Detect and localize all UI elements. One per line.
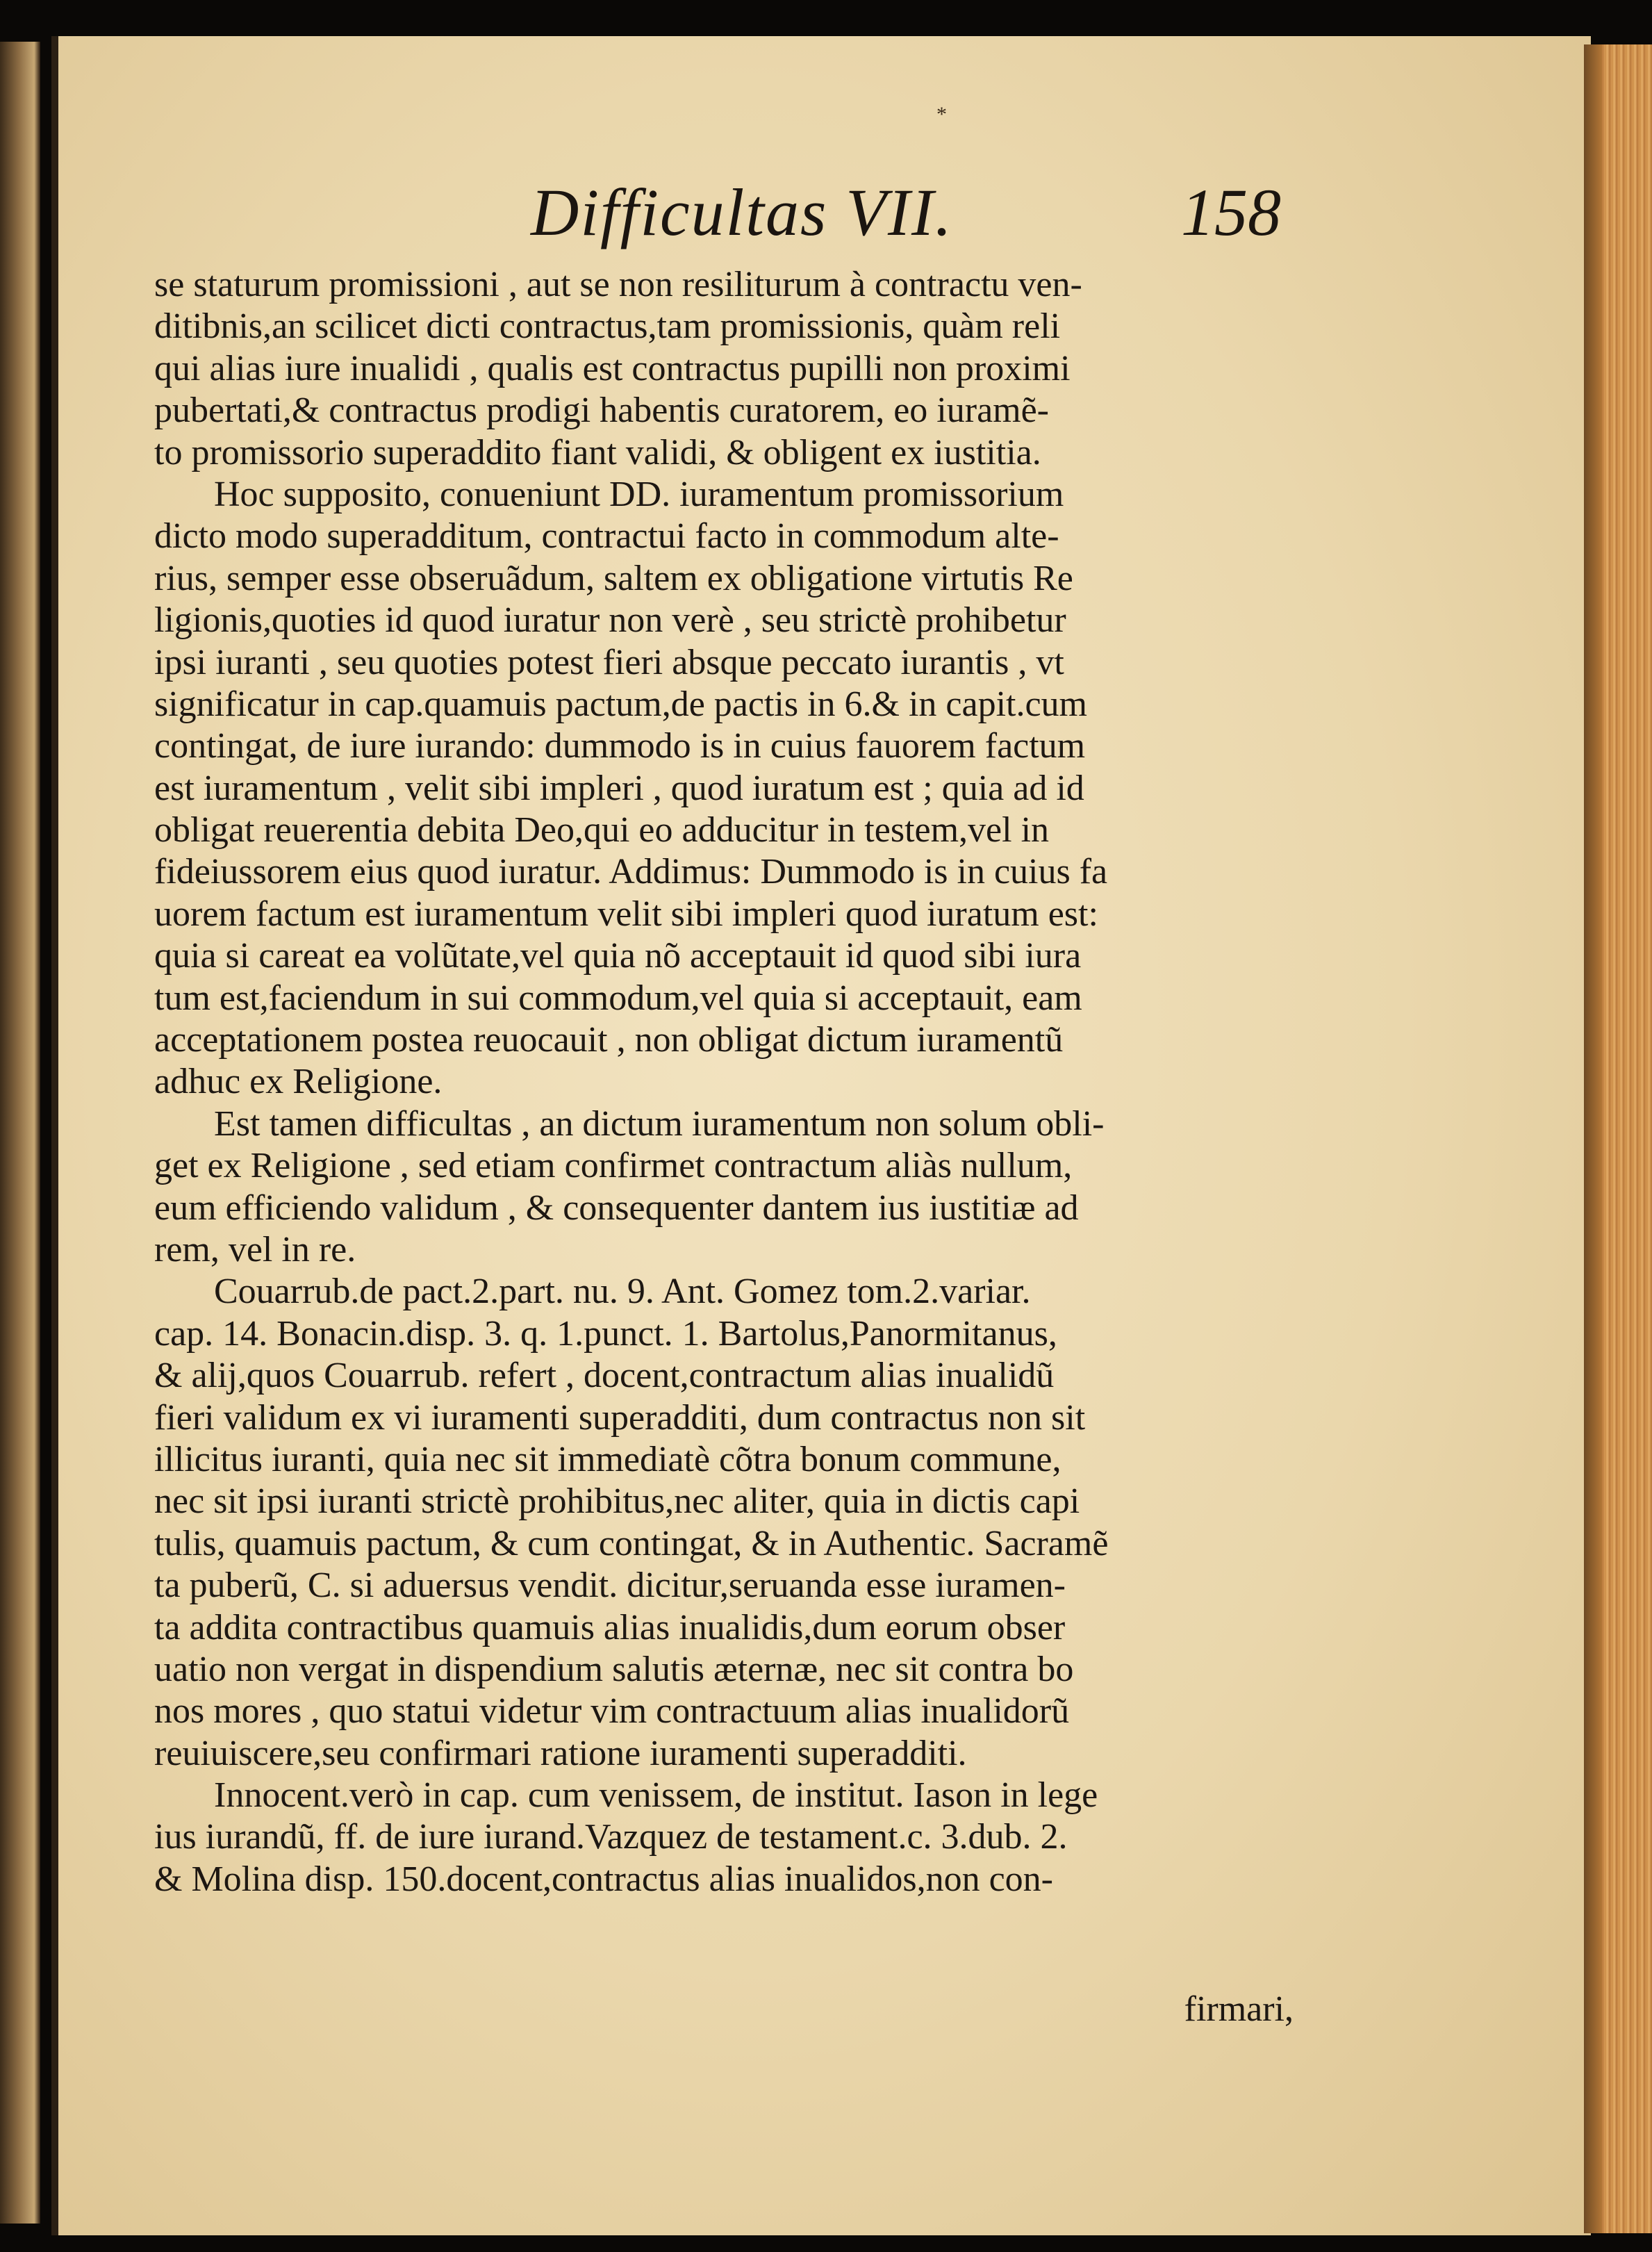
text-line: obligat reuerentia debita Deo,qui eo adducitur in testem,vel in — [154, 810, 1050, 850]
text-line: eum efficiendo validum , & consequenter dantem ius iustitiæ ad — [154, 1187, 1079, 1228]
text-line: est iuramentum , velit sibi impleri , quod iuratum est ; quia ad id — [154, 768, 1084, 808]
text-line: uatio non vergat in dispendium salutis æternæ, nec sit contra bo — [154, 1649, 1074, 1689]
text-line: & alij,quos Couarrub. refert , docent,contractum alias inualidũ — [154, 1356, 1055, 1396]
text-line: fieri validum ex vi iuramenti superadditi, dum contractus non sit — [154, 1397, 1086, 1438]
text-line: contingat, de iure iurando: dummodo is in cuius fauorem factum — [154, 726, 1086, 766]
catchword: firmari, — [1184, 1989, 1294, 2029]
text-line: ligionis,quoties id quod iuratur non verè , seu strictè prohibetur — [154, 600, 1066, 641]
text-line: quia si careat ea volũtate,vel quia nõ acceptauit id quod sibi iura — [154, 936, 1082, 976]
text-line: to promissorio superaddito fiant validi, & obligent ex iustitia. — [154, 432, 1041, 472]
page-edge-shadow — [1584, 44, 1602, 2233]
body-text — [154, 264, 1294, 1900]
text-line: cap. 14. Bonacin.disp. 3. q. 1.punct. 1. Bartolus,Panormitanus, — [154, 1313, 1057, 1354]
text-line: qui alias iure inualidi , qualis est contractus pupilli non proximi — [154, 348, 1071, 388]
text-line: acceptationem postea reuocauit , non obligat dictum iuramentũ — [154, 1020, 1064, 1060]
text-line: rius, semper esse obseruãdum, saltem ex obligatione virtutis Re — [154, 558, 1073, 598]
text-line: get ex Religione , sed etiam confirmet contractum aliàs nullum, — [154, 1146, 1073, 1186]
text-line: adhuc ex Religione. — [154, 1062, 443, 1102]
ornament-mark: * — [936, 103, 947, 126]
text-line: nos mores , quo statui videtur vim contractuum alias inualidorũ — [154, 1691, 1070, 1732]
text-line: fideiussorem eius quod iuratur. Addimus: Dummodo is in cuius fa — [154, 852, 1108, 892]
text-line: Hoc supposito, conueniunt DD. iuramentum promissorium — [214, 474, 1064, 514]
text-line: ipsi iuranti , seu quoties potest fieri absque peccato iurantis , vt — [154, 642, 1064, 682]
text-line: rem, vel in re. — [154, 1229, 356, 1269]
text-line: Est tamen difficultas , an dictum iuramentum non solum obli- — [214, 1103, 1105, 1144]
text-line: ta addita contractibus quamuis alias inualidis,dum eorum obser — [154, 1607, 1066, 1647]
text-line: ditibnis,an scilicet dicti contractus,tam promissionis, quàm reli — [154, 306, 1061, 347]
text-line: significatur in cap.quamuis pactum,de pactis in 6.& in capit.cum — [154, 684, 1087, 724]
text-line: reuiuiscere,seu confirmari ratione iuramenti superadditi. — [154, 1733, 967, 1773]
left-page-edge — [0, 42, 40, 2224]
text-line: Couarrub.de pact.2.part. nu. 9. Ant. Gomez tom.2.variar. — [214, 1272, 1031, 1312]
text-line: illicitus iuranti, quia nec sit immediatè cõtra bonum commune, — [154, 1439, 1062, 1479]
text-line: dicto modo superadditum, contractui facto in commodum alte- — [154, 516, 1059, 557]
text-line: tum est,faciendum in sui commodum,vel quia si acceptauit, eam — [154, 978, 1082, 1018]
text-line: tulis, quamuis pactum, & cum contingat, & in Authentic. Sacramẽ — [154, 1523, 1109, 1563]
text-line: nec sit ipsi iuranti strictè prohibitus,nec aliter, quia in dictis capi — [154, 1481, 1080, 1522]
text-line: ta puberũ, C. si aduersus vendit. dicitur,seruanda esse iuramen- — [154, 1565, 1066, 1606]
text-line: & Molina disp. 150.docent,contractus alias inualidos,non con- — [154, 1859, 1053, 1899]
text-line: ius iurandũ, ff. de iure iurand.Vazquez de testament.c. 3.dub. 2. — [154, 1817, 1068, 1857]
text-line: uorem factum est iuramentum velit sibi impleri quod iuratum est: — [154, 894, 1098, 934]
text-line: se staturum promissioni , aut se non resiliturum à contractu ven- — [154, 265, 1082, 304]
text-line: Innocent.verò in cap. cum venissem, de institut. Iason in lege — [214, 1775, 1098, 1816]
page-number: 158 — [1181, 175, 1281, 249]
text-line: pubertati,& contractus prodigi habentis curatorem, eo iuramẽ- — [154, 391, 1049, 431]
running-title: Difficultas VII. — [531, 175, 953, 249]
